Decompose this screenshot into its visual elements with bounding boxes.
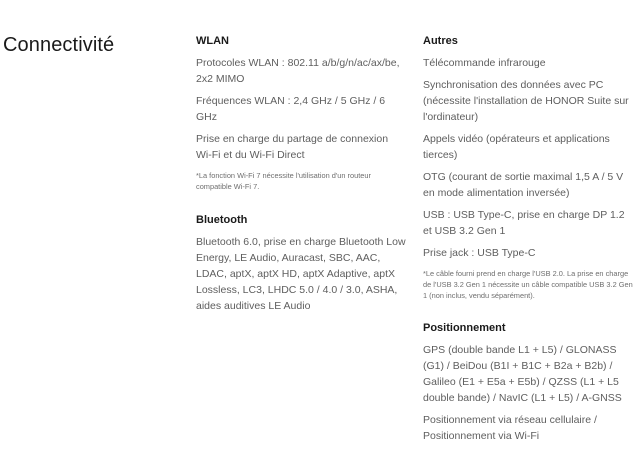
- wlan-protocols: Protocoles WLAN : 802.11 a/b/g/n/ac/ax/be, 2x2 MIMO: [196, 57, 400, 85]
- wlan-frequencies: Fréquences WLAN : 2,4 GHz / 5 GHz / 6 GHz: [196, 95, 386, 123]
- right-column: [423, 34, 635, 444]
- positionnement-title: Positionnement: [423, 322, 506, 334]
- bluetooth-title: Bluetooth: [196, 214, 248, 226]
- wlan-note: *La fonction Wi-Fi 7 nécessite l'utilisation d'un routeur compatible Wi-Fi 7.: [196, 171, 371, 191]
- section-title: Connectivité: [3, 34, 115, 56]
- autres-video-calls: Appels vidéo (opérateurs et applications tierces): [423, 133, 610, 161]
- autres-pc-sync: Synchronisation des données avec PC (nécessite l'installation de HONOR Suite sur l'ordinateur): [423, 79, 629, 123]
- wlan-title: WLAN: [196, 35, 229, 47]
- left-column: [196, 34, 406, 314]
- autres-jack: Prise jack : USB Type-C: [423, 247, 536, 259]
- autres-title: Autres: [423, 35, 458, 47]
- bluetooth-spec: Bluetooth 6.0, prise en charge Bluetooth Low Energy, LE Audio, Auracast, SBC, AAC, LDAC, aptX, aptX HD, aptX Adaptive, aptX Lossless, LC3, LHDC 5.0 / 4.0 / 3.0, ASHA, aides auditives LE Audio: [196, 236, 406, 312]
- autres-infrared: Télécommande infrarouge: [423, 57, 546, 69]
- positionnement-network: Positionnement via réseau cellulaire / Positionnement via Wi-Fi: [423, 414, 597, 442]
- positionnement-gnss: GPS (double bande L1 + L5) / GLONASS (G1) / BeiDou (B1I + B1C + B2a + B2b) / Galileo (E1 + E5a + E5b) / QZSS (L1 + L5 double bande) / NavIC (L1 + L5) / A-GNSS: [423, 344, 622, 404]
- autres-otg: OTG (courant de sortie maximal 1,5 A / 5 V en mode alimentation inversée): [423, 171, 624, 199]
- autres-usb: USB : USB Type-C, prise en charge DP 1.2 et USB 3.2 Gen 1: [423, 209, 625, 237]
- autres-note: *Le câble fourni prend en charge l'USB 2.0. La prise en charge de l'USB 3.2 Gen 1 nécessite un câble compatible USB 3.2 Gen 1 (non inclus, vendu séparément).: [423, 269, 633, 300]
- wlan-hotspot: Prise en charge du partage de connexion Wi-Fi et du Wi-Fi Direct: [196, 133, 389, 161]
